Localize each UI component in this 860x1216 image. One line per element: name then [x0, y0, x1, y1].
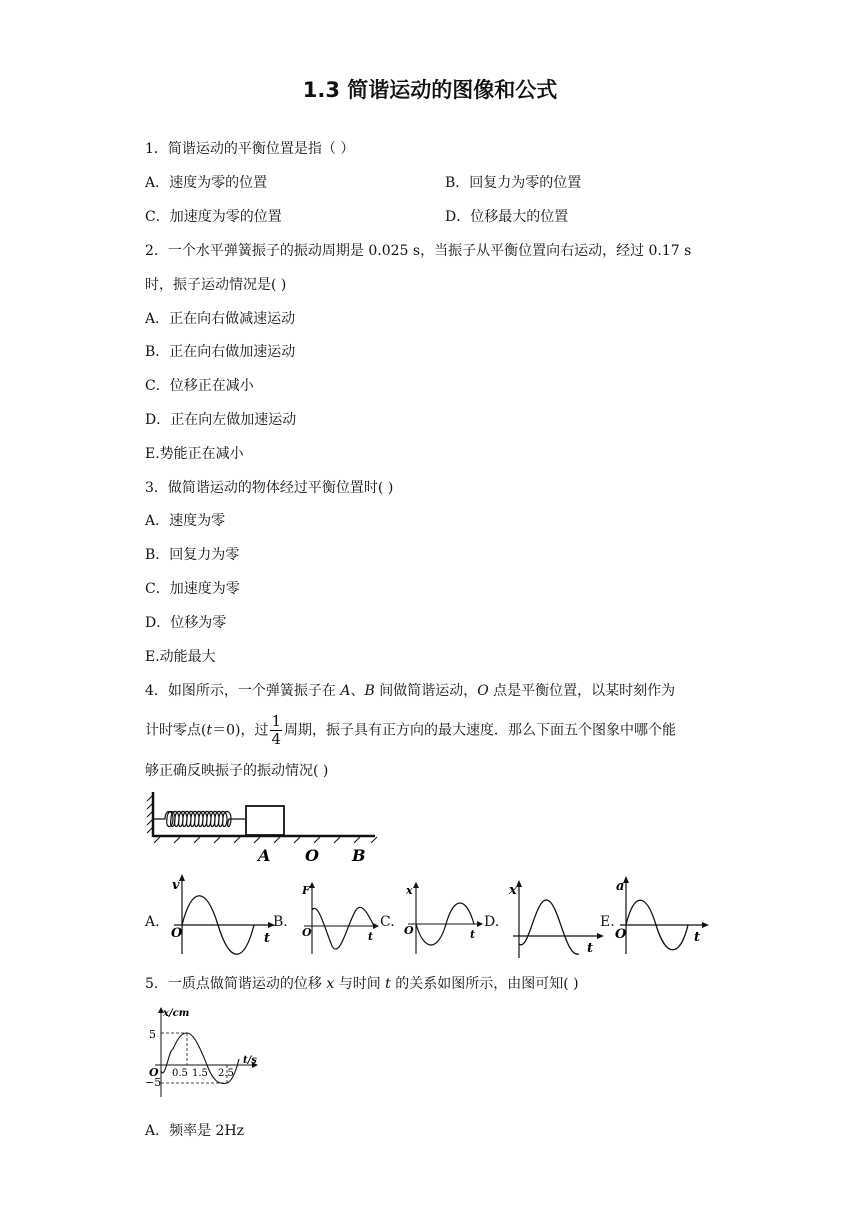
q5-option-a: A．频率是 2Hz — [145, 1123, 245, 1139]
svg-text:x: x — [406, 884, 413, 897]
q2-option-d: D．正在向左做加速运动 — [145, 412, 297, 428]
q3-option-b: B．回复力为零 — [145, 547, 240, 563]
graph-option-d — [505, 878, 605, 962]
q3-option-e: E.动能最大 — [145, 649, 216, 665]
graph-option-c-label: C. — [380, 914, 395, 930]
q3-option-c: C．加速度为零 — [145, 581, 240, 597]
graph-option-b-label: B. — [273, 914, 288, 930]
q1-option-a: A．速度为零的位置 — [145, 175, 268, 191]
q1-stem: 1．简谐运动的平衡位置是指（ ） — [145, 141, 355, 157]
graph-option-b — [296, 880, 380, 960]
svg-text:5: 5 — [149, 1028, 156, 1041]
q1-option-c: C．加速度为零的位置 — [145, 209, 282, 225]
point-a-label: A — [258, 846, 271, 865]
svg-text:2.5: 2.5 — [218, 1068, 234, 1079]
q3-option-d: D．位移为零 — [145, 615, 227, 631]
spring-oscillator-figure — [145, 789, 380, 867]
graph-option-e — [612, 874, 712, 962]
q5-stem: 5．一质点做简谐运动的位移 x 与时间 t 的关系如图所示，由图可知( ) — [145, 976, 579, 992]
svg-text:F: F — [302, 884, 310, 897]
svg-text:x/cm: x/cm — [163, 1008, 190, 1019]
point-b-label: B — [352, 846, 366, 865]
q2-option-b: B．正在向右做加速运动 — [145, 344, 296, 360]
svg-text:0.5: 0.5 — [172, 1068, 188, 1079]
svg-text:t: t — [587, 941, 594, 956]
q3-stem: 3．做简谐运动的物体经过平衡位置时( ) — [145, 480, 394, 496]
svg-text:O: O — [149, 1066, 159, 1079]
q4-stem-line1: 4．如图所示，一个弹簧振子在 A、B 间做简谐运动，O 点是平衡位置，以某时刻作为 — [145, 683, 676, 699]
svg-text:t: t — [264, 931, 271, 946]
svg-text:O: O — [171, 926, 183, 941]
graph-option-e-label: E. — [600, 914, 615, 930]
q2-stem-line2: 时，振子运动情况是( ) — [145, 277, 287, 293]
q2-option-a: A．正在向右做减速运动 — [145, 311, 296, 327]
graph-option-d-label: D. — [484, 914, 500, 930]
quarter-fraction: $\frac{1}{4}$ — [271, 712, 282, 748]
q3-option-a: A．速度为零 — [145, 513, 226, 529]
q1-option-b: B．回复力为零的位置 — [445, 175, 582, 191]
svg-text:v: v — [172, 878, 180, 893]
graph-option-a-label: A. — [145, 914, 160, 930]
q2-option-c: C．位移正在减小 — [145, 378, 254, 394]
svg-text:O: O — [302, 926, 312, 939]
spring-coil — [153, 812, 245, 827]
point-o-label: O — [305, 846, 319, 865]
svg-text:t: t — [694, 930, 701, 945]
svg-text:a: a — [616, 879, 625, 894]
graph-option-c — [400, 880, 484, 960]
svg-text:t: t — [470, 928, 476, 941]
svg-text:O: O — [404, 924, 414, 937]
q2-stem-line1: 2．一个水平弹簧振子的振动周期是 0.025 s，当振子从平衡位置向右运动，经过 0.17 s — [145, 243, 692, 259]
displacement-time-graph — [145, 1005, 260, 1103]
svg-text:x: x — [509, 883, 517, 898]
q1-option-d: D．位移最大的位置 — [445, 209, 569, 225]
svg-text:O: O — [615, 927, 627, 942]
svg-text:−5: −5 — [145, 1076, 162, 1089]
svg-text:1.5: 1.5 — [192, 1068, 208, 1079]
q4-stem-line3: 够正确反映振子的振动情况( ) — [145, 763, 329, 779]
svg-text:t: t — [368, 930, 374, 943]
q2-option-e: E.势能正在减小 — [145, 446, 244, 462]
q4-stem-line2: 计时零点(t＝0)，过 $\frac{1}{4}$ 周期，振子具有正方向的最大速度．那么下面五个图象中哪个能 — [145, 712, 677, 748]
graph-option-a — [168, 872, 278, 962]
svg-text:t/s: t/s — [243, 1055, 257, 1066]
page-title: 1.3 简谐运动的图像和公式 — [302, 78, 558, 102]
oscillator-block — [246, 806, 284, 835]
